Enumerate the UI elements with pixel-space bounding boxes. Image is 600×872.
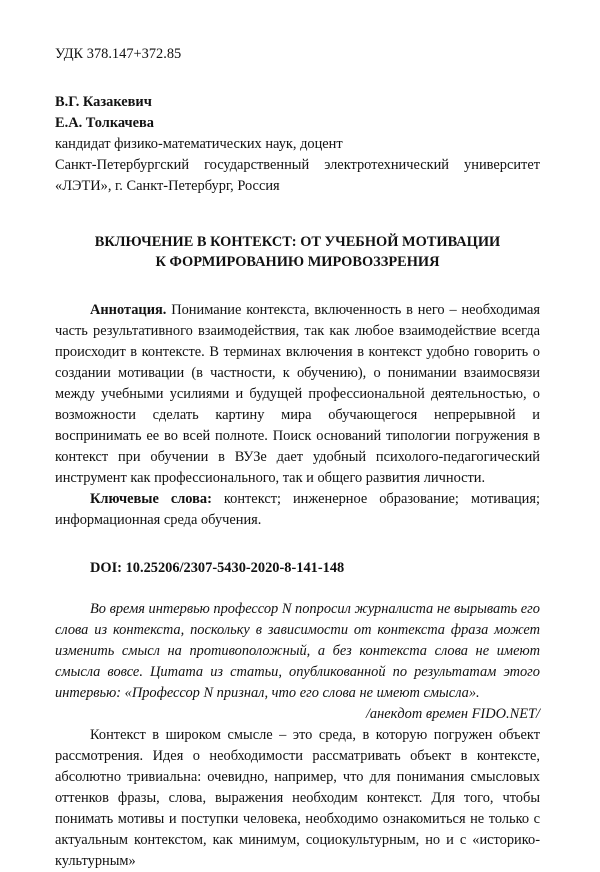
keywords: [55, 489, 540, 531]
keywords-label: Ключевые слова:: [90, 491, 212, 507]
author-2: Е.А. Толкачева: [55, 115, 154, 131]
author-degree: кандидат физико-математических наук, доцент: [55, 136, 343, 152]
abstract-label: Аннотация.: [90, 302, 167, 318]
title-line-2: К ФОРМИРОВАНИЮ МИРОВОЗЗРЕНИЯ: [155, 254, 440, 270]
abstract: [55, 300, 540, 489]
author-city: «ЛЭТИ», г. Санкт-Петербург, Россия: [55, 178, 280, 194]
abstract-text: Понимание контекста, включенность в него – необходимая часть результативного взаимодействия, так как любое взаимодействие всегда происходит в контексте. В терминах включения в контекст удобно говорить о создании мотивации (в частности, к обучению), о понимании взаимосвязи между учебными усилиями и будущей профессиональной деятельностью, о возможности сделать картину мира обучающегося непрерывной и воспринимать ее во всей полноте. Поиск оснований типологии погружения в контекст при обучении в ВУЗе дает удобный психолого-педагогический инструмент как профессионального, так и общего развития личности.: [55, 302, 540, 486]
author-1: В.Г. Казакевич: [55, 94, 152, 110]
epigraph-source: /анекдот времен FIDO.NET/: [365, 706, 540, 722]
author-university: Санкт-Петербургский государственный электротехнический университет: [55, 157, 540, 173]
udk-code: УДК 378.147+372.85: [55, 46, 182, 62]
doi: DOI: 10.25206/2307-5430-2020-8-141-148: [90, 560, 345, 576]
document-page: [55, 44, 540, 872]
article-title: [55, 232, 540, 272]
keywords-text: контекст; инженерное образование; мотивация; информационная среда обучения.: [55, 491, 540, 528]
epigraph-text: Во время интервью профессор N попросил журналиста не вырывать его слова из контекста, поскольку в зависимости от контекста фраза может изменить смысл на противоположный, а без контекста слова не имеют смысла вовсе. Цитата из статьи, опубликованной по результатам этого интервью: «Профессор N признал, что его слова не имеют смысла».: [55, 601, 540, 701]
body-paragraph: Контекст в широком смысле – это среда, в которую погружен объект рассмотрения. Идея о необходимости рассматривать объект в контексте, абсолютно тривиальна: очевидно, например, что для понимания смысловых оттенков фразы, слова, выражения необходим контекст. Для того, чтобы понимать мотивы и поступки человека, необходимо ознакомиться не только с актуальным контекстом, как минимум, социокультурным, но и с «историко-культурным»: [55, 727, 540, 869]
title-line-1: ВКЛЮЧЕНИЕ В КОНТЕКСТ: ОТ УЧЕБНОЙ МОТИВАЦИИ: [94, 234, 501, 250]
